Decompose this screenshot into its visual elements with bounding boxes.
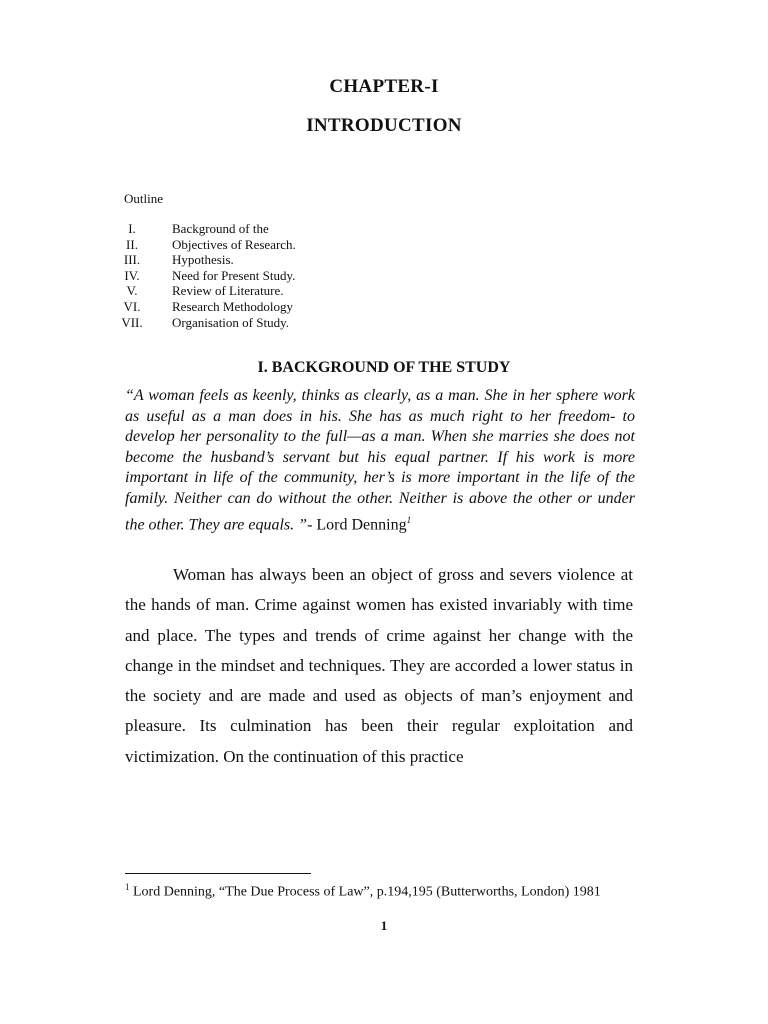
outline-item-number: VI. <box>123 298 141 314</box>
outline-item <box>114 315 296 331</box>
chapter-title: INTRODUCTION <box>306 115 462 136</box>
outline-item-number: IV. <box>124 267 140 283</box>
body-paragraph <box>125 560 633 772</box>
outline-item-text: Background of the <box>172 221 269 236</box>
quote-attribution: - Lord Denning <box>307 515 407 533</box>
page-number: 1 <box>380 918 388 933</box>
outline-item <box>114 283 296 299</box>
outline-item-number: I. <box>128 221 136 236</box>
outline-item-text: Need for Present Study. <box>172 267 296 283</box>
outline-item <box>114 252 296 268</box>
outline-item-text: Review of Literature. <box>172 283 284 299</box>
quote-text: “A woman feels as keenly, thinks as clearly, as a man. She in her sphere work as useful as a man does in his. She has as much right to her freedom- to develop her personality to the full—as a man. When she marries she does not become the husband’s servant but his equal partner. If his work is more important in life of the community, her’s is more important in the life of the family. Neither can do without the other. Neither is above the other or under the other. They are equals. ” <box>125 387 635 533</box>
outline-item <box>114 268 296 284</box>
outline-item <box>114 237 296 253</box>
outline-label: Outline <box>124 191 163 206</box>
footnote-divider <box>125 873 311 874</box>
outline-item-text: Hypothesis. <box>172 252 234 268</box>
section-heading: I. BACKGROUND OF THE STUDY <box>257 359 511 376</box>
outline-item-text: Research Methodology <box>172 298 293 314</box>
footnote-text: Lord Denning, “The Due Process of Law”, p.194,195 (Butterworths, London) 1981 <box>129 884 601 900</box>
footnote-reference: 1 <box>406 514 412 525</box>
outline-item-text: Organisation of Study. <box>172 314 289 330</box>
outline-item-number: II. <box>126 236 138 252</box>
epigraph-quote <box>125 386 635 535</box>
outline-item-number: III. <box>123 252 141 268</box>
footnote <box>125 879 635 901</box>
outline-item <box>114 299 296 315</box>
chapter-label: CHAPTER-I <box>329 76 439 97</box>
outline-item <box>114 221 296 237</box>
outline-item-number: VII. <box>121 314 143 330</box>
paragraph-text: Woman has always been an object of gross and severs violence at the hands of man. Crime against women has existed invariably with time and place. The types and trends of crime against her change with the change in the mindset and techniques. They are accorded a lower status in the society and are made and used as objects of man’s enjoyment and pleasure. Its culmination has been their regular exploitation and victimization. On the continuation of this practice <box>125 565 633 766</box>
outline-list <box>114 221 296 330</box>
outline-item-number: V. <box>126 283 138 299</box>
footnote-marker: 1 <box>125 882 130 892</box>
outline-item-text: Objectives of Research. <box>172 236 296 252</box>
